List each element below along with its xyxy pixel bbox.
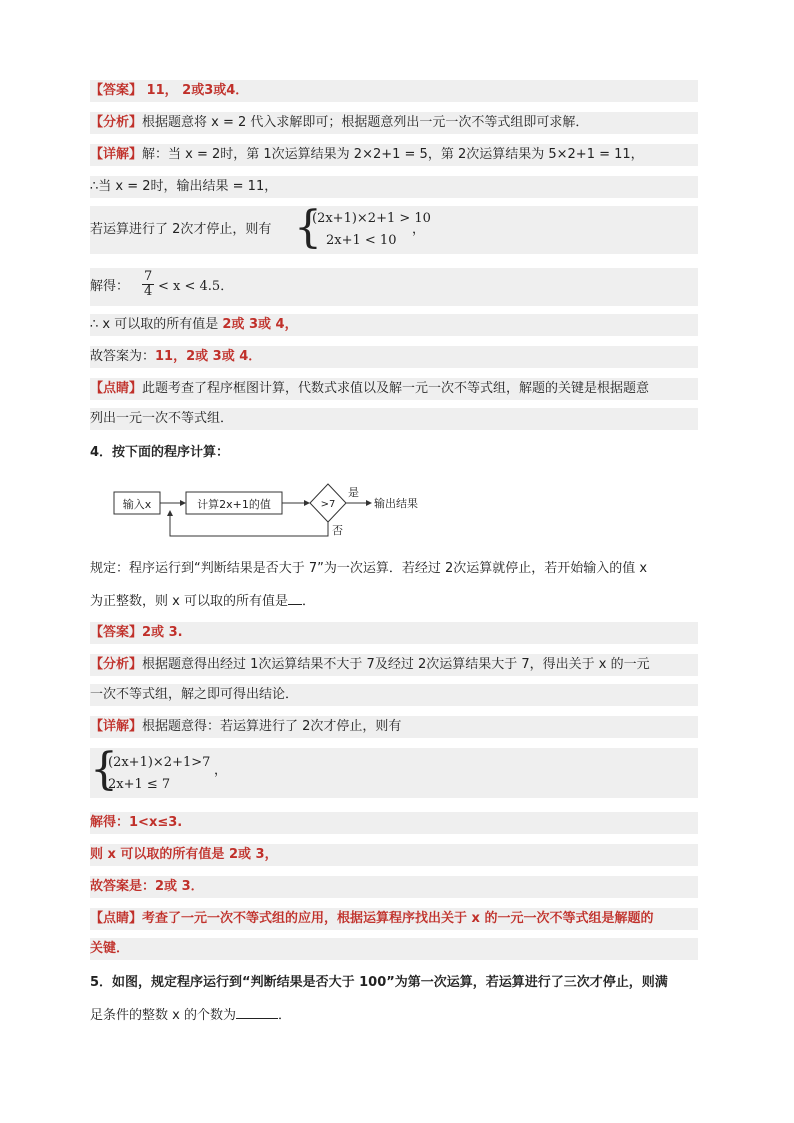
system2-tail: ， — [214, 763, 228, 778]
system2-row — [90, 744, 698, 798]
flow-no-label: 否 — [332, 524, 343, 537]
flow-arrowhead-loop — [167, 510, 173, 516]
q4-analysis-row — [90, 654, 698, 676]
detail-row — [90, 144, 698, 166]
system2-line2: 2x+1 ≤ 7 — [108, 777, 171, 792]
values-text-a: ∴ x 可以取的所有值是 — [90, 317, 223, 332]
rule-row-2 — [90, 590, 698, 613]
q4-solve-row — [90, 812, 698, 834]
q4-analysis-row-2 — [90, 684, 698, 706]
values-text-b: 2或 3或 4， — [222, 317, 298, 332]
q4-answer-text: 2或 3. — [142, 625, 183, 640]
brace-symbol: { — [294, 202, 322, 253]
analysis-text: 根据题意将 x = 2 代入求解即可；根据题意列出一元一次不等式组即可求解． — [142, 115, 589, 130]
q4-solve-text: 解得：1<x≤3. — [90, 815, 183, 830]
flow-arrowhead-2 — [304, 500, 310, 506]
flow-compute-label: 计算2x+1的值 — [197, 498, 271, 511]
question5-blank — [236, 1004, 278, 1019]
rule-line2-a: 为正整数，则 x 可以取的所有值是 — [90, 594, 288, 609]
answer-tag: 【答案】 — [90, 83, 143, 98]
analysis-row — [90, 112, 698, 134]
fraction-denominator: 4 — [144, 284, 153, 299]
system1-tail: ， — [412, 222, 426, 237]
therefore-row — [90, 176, 698, 198]
system1-line1: (2x+1)×2+1 > 10 — [312, 211, 431, 226]
q4-answer-tag: 【答案】 — [90, 625, 143, 640]
answer-row — [90, 80, 698, 102]
flowchart — [110, 480, 450, 542]
solve-tail: < x < 4.5． — [158, 279, 234, 294]
comment-line1: 此题考查了程序框图计算，代数式求值以及解一元一次不等式组，解题的关键是根据题意 — [142, 381, 650, 396]
q4-analysis-line2: 一次不等式组，解之即可得出结论． — [90, 687, 299, 702]
q4-comment-tag: 【点睛】 — [90, 911, 143, 926]
answer-text: 11， 2或3或4． — [142, 83, 249, 98]
question5-line1: 5．如图，规定程序运行到“判断结果是否大于 100”为第一次运算，若运算进行了三次才停止，则满 — [90, 975, 668, 990]
question5-line2-b: ． — [277, 1008, 291, 1023]
flow-input-label: 输入x — [122, 498, 152, 511]
flow-yes-label: 是 — [348, 486, 359, 499]
therefore-text: ∴当 x = 2时，输出结果 = 11， — [90, 179, 278, 194]
comment-line2: 列出一元一次不等式组． — [90, 411, 234, 426]
system2-line1: (2x+1)×2+1>7 — [108, 755, 211, 770]
q4-detail-row — [90, 716, 698, 738]
q4-final-row — [90, 876, 698, 898]
detail-tag: 【详解】 — [90, 147, 143, 162]
flow-output-label: 输出结果 — [374, 497, 418, 510]
q4-final-text: 故答案是：2或 3． — [90, 879, 204, 894]
flow-loop-line — [170, 516, 328, 536]
question5-row-2 — [90, 1004, 698, 1027]
q4-analysis-tag: 【分析】 — [90, 657, 143, 672]
question4-stem — [90, 442, 698, 464]
comment-row-2 — [90, 408, 698, 430]
q4-values-row — [90, 844, 698, 866]
rule-line1: 规定：程序运行到“判断结果是否大于 7”为一次运算．若经过 2次运算就停止，若开始输入的值 x — [90, 561, 648, 576]
q4-values-text: 则 x 可以取的所有值是 2或 3， — [90, 847, 278, 862]
question4-stem-text: 4．按下面的程序计算： — [90, 445, 230, 460]
analysis-tag: 【分析】 — [90, 115, 143, 130]
system1-line2: 2x+1 < 10 — [326, 233, 397, 248]
brace-symbol-2: { — [90, 744, 118, 795]
q4-answer-row — [90, 622, 698, 644]
question5-line2-a: 足条件的整数 x 的个数为 — [90, 1008, 236, 1023]
q4-comment-row-2 — [90, 938, 698, 960]
comment-tag: 【点睛】 — [90, 381, 143, 396]
q4-comment-line1: 考查了一元一次不等式组的应用，根据运算程序找出关于 x 的一元一次不等式组是解题的 — [142, 911, 654, 926]
fraction-numerator: 7 — [144, 269, 153, 284]
final-text-b: 11，2或 3或 4． — [155, 349, 262, 364]
solve-label: 解得： — [90, 279, 130, 294]
detail-text: 解：当 x = 2时，第 1次运算结果为 2×2+1 = 5，第 2次运算结果为 5×2+1 = 11， — [142, 147, 644, 162]
comment-row — [90, 378, 698, 400]
fraction — [142, 270, 154, 299]
rule-row-1 — [90, 558, 698, 580]
q4-comment-row — [90, 908, 698, 930]
q4-detail-tag: 【详解】 — [90, 719, 143, 734]
rule-line2-b: ． — [301, 594, 315, 609]
system1-row — [90, 202, 698, 254]
final-row — [90, 346, 698, 368]
q4-comment-line2: 关键． — [90, 941, 130, 956]
flow-arrowhead-yes — [366, 500, 372, 506]
q4-analysis-line1: 根据题意得出经过 1次运算结果不大于 7及经过 2次运算结果大于 7，得出关于 x 的一元 — [142, 657, 650, 672]
q4-detail-text: 根据题意得：若运算进行了 2次才停止，则有 — [142, 719, 402, 734]
answer-blank — [288, 590, 302, 605]
if-text: 若运算进行了 2次才停止，则有 — [90, 222, 272, 237]
values-row — [90, 314, 698, 336]
question5-row-1 — [90, 972, 698, 994]
final-text-a: 故答案为： — [90, 349, 156, 364]
flow-decision-label: >7 — [320, 499, 336, 510]
flow-arrowhead-1 — [180, 500, 186, 506]
solve-row — [90, 268, 698, 306]
